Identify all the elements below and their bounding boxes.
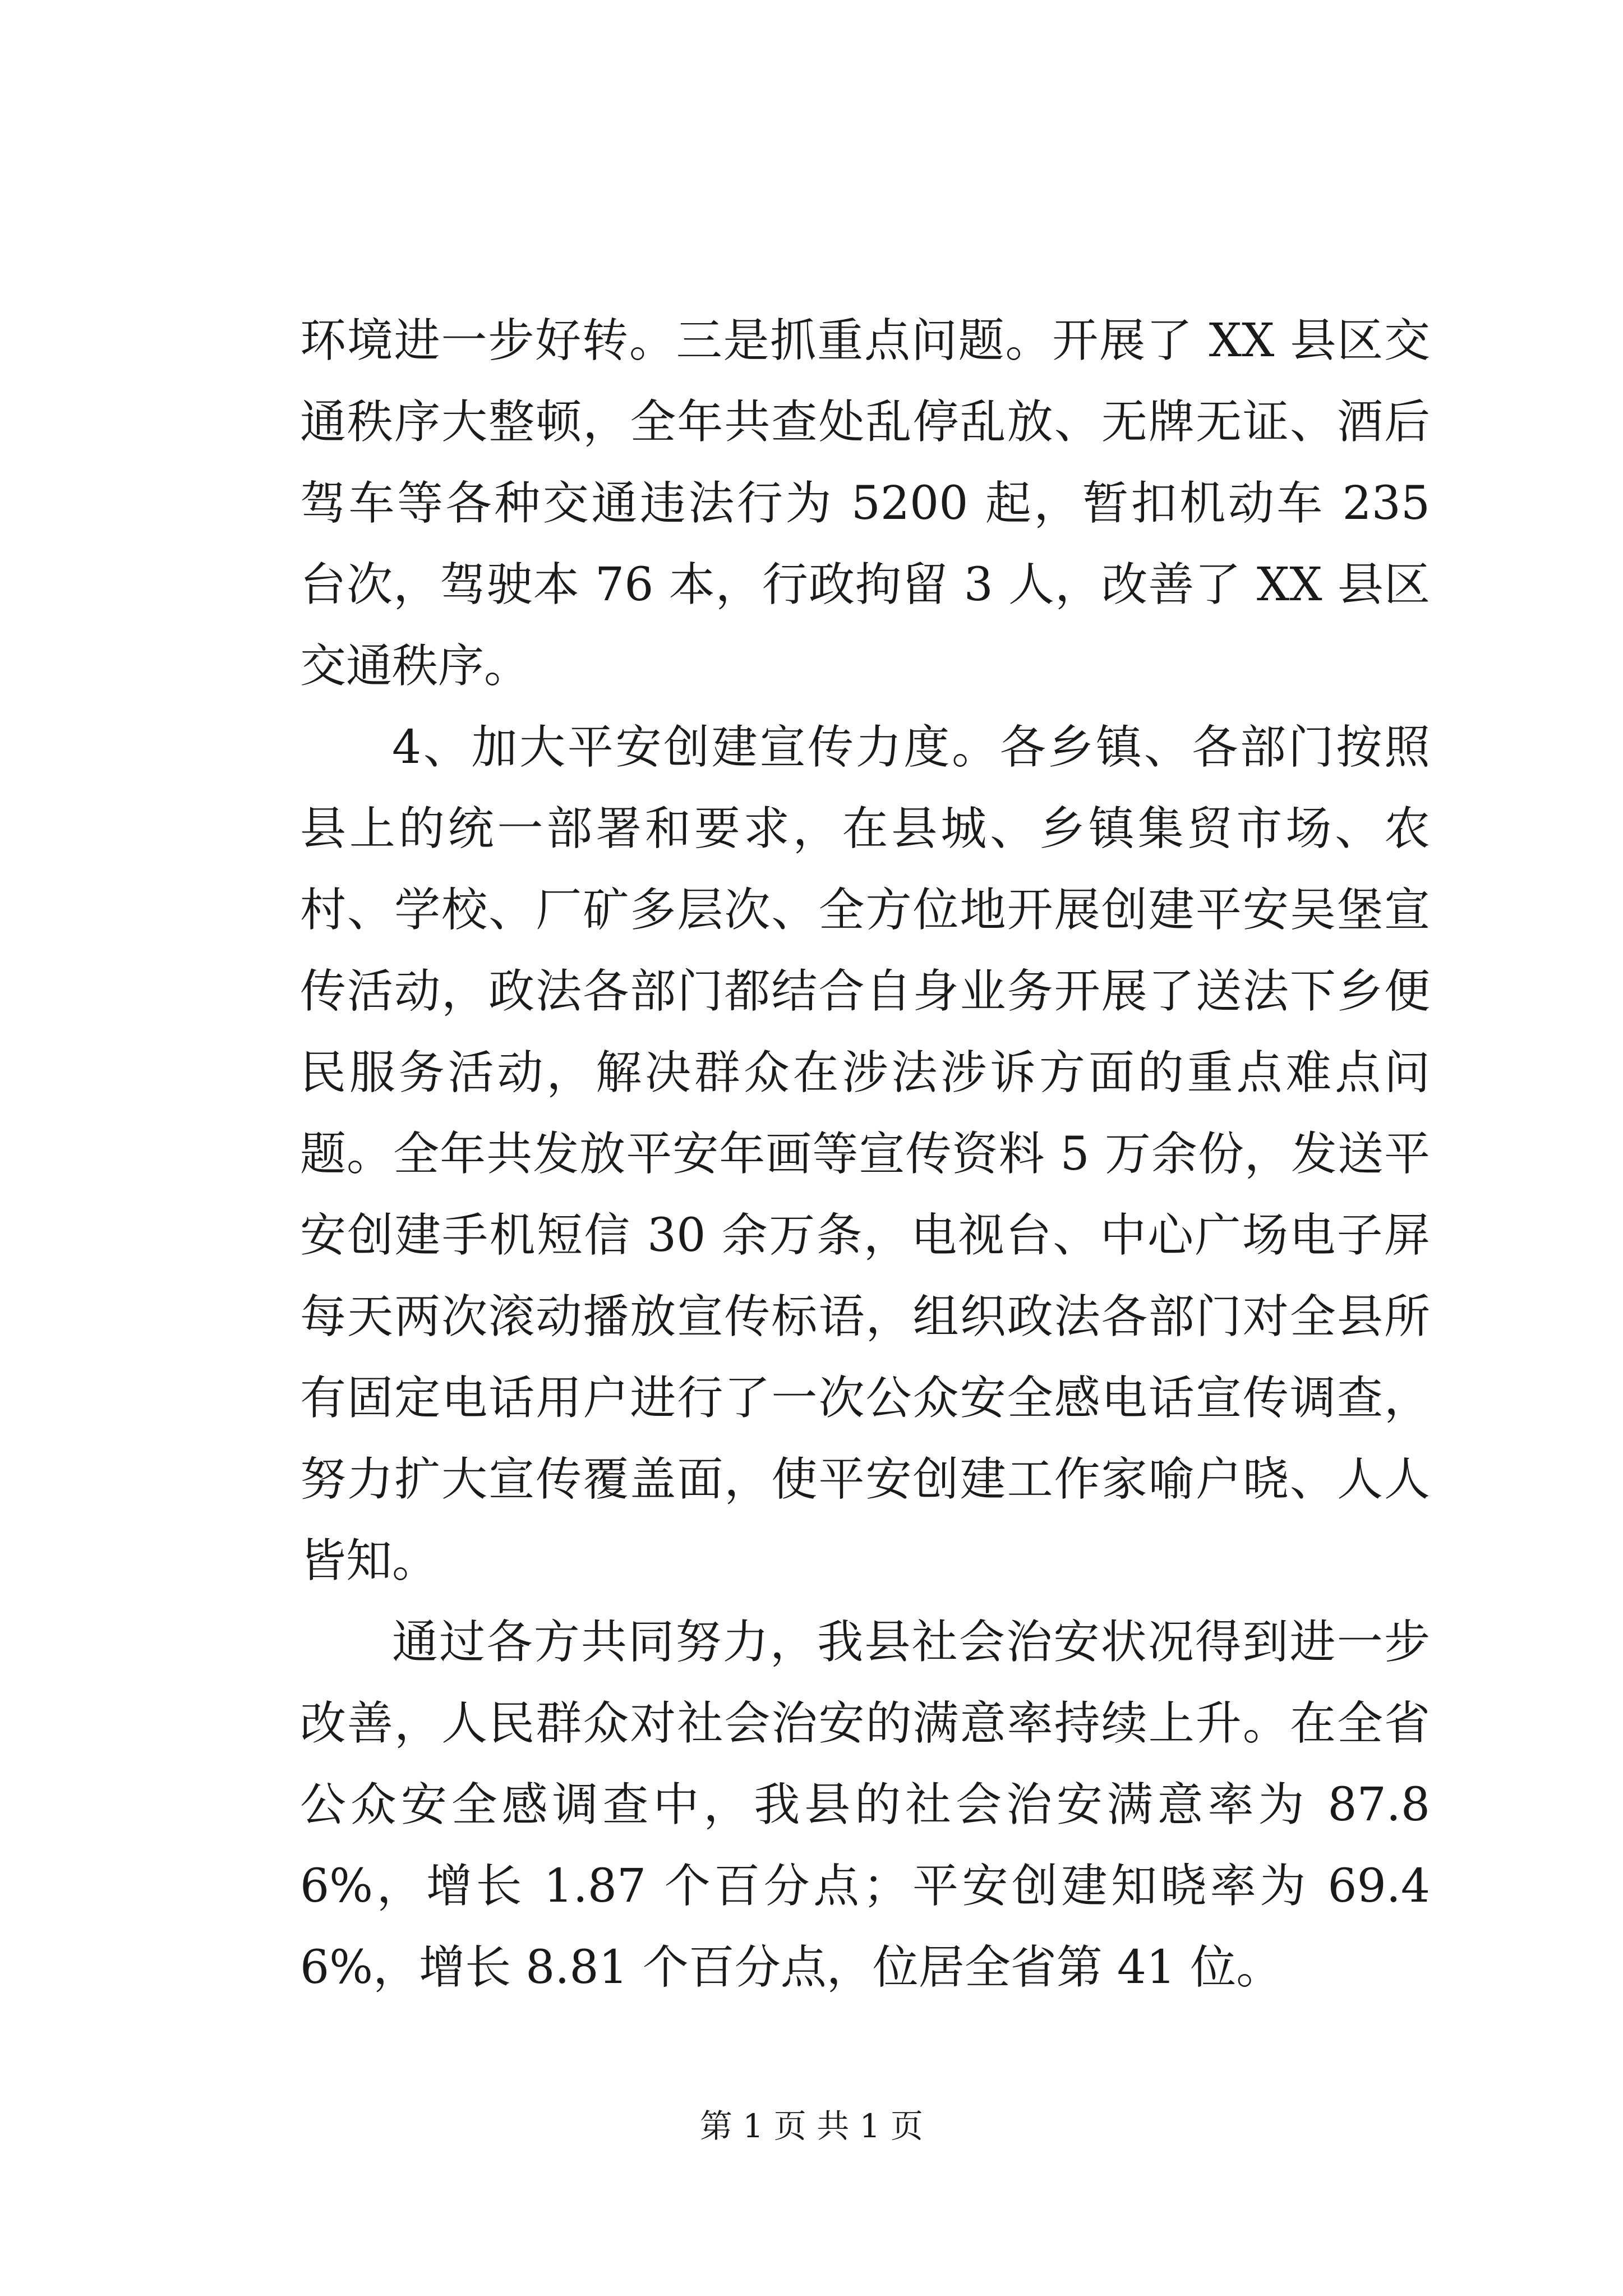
page-footer: 第 1 页 共 1 页: [700, 2107, 923, 2145]
paragraph-results: 通过各方共同努力，我县社会治安状况得到进一步改善，人民群众对社会治安的满意率持续上升。在全省公众安全感调查中，我县的社会治安满意率为 87.86%，增长 1.87 个百分点；平安创建知晓率为 69.46%，增长 8.81 个百分点，位居全省第 41 位。: [300, 1616, 1430, 1994]
paragraph-publicity: 4、加大平安创建宣传力度。各乡镇、各部门按照县上的统一部署和要求，在县城、乡镇集贸市场、农村、学校、厂矿多层次、全方位地开展创建平安吴堡宣传活动，政法各部门都结合自身业务开展了送法下乡便民服务活动，解决群众在涉法涉诉方面的重点难点问题。全年共发放平安年画等宣传资料 5 万余份，发送平安创建手机短信 30 余万条，电视台、中心广场电子屏每天两次滚动播放宣传标语，组织政法各部门对全县所有固定电话用户进行了一次公众安全感电话宣传调查，努力扩大宣传覆盖面，使平安创建工作家喻户晓、人人皆知。: [300, 721, 1430, 1588]
paragraph-traffic-order: 环境进一步好转。三是抓重点问题。开展了 XX 县区交通秩序大整顿，全年共查处乱停乱放、无牌无证、酒后驾车等各种交通违法行为 5200 起，暂扣机动车 235 台次，驾驶本 76 本，行政拘留 3 人，改善了 XX 县区交通秩序。: [300, 314, 1430, 693]
document-body: [300, 300, 1430, 2008]
